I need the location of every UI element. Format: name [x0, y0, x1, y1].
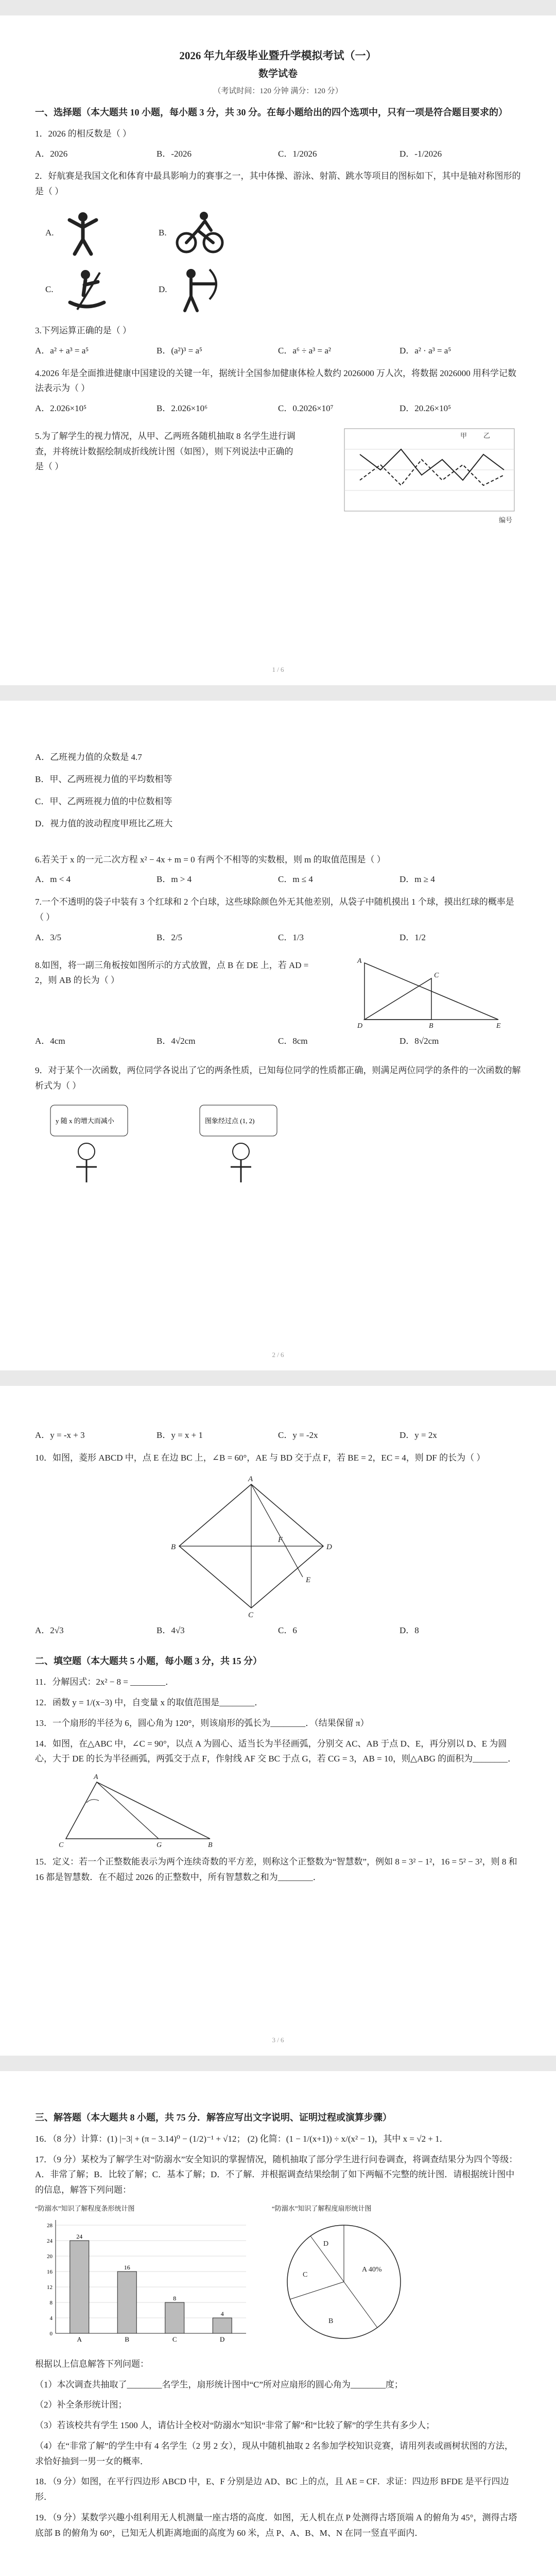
speech-bubble-right: 图象经过点 (1, 2) — [205, 1116, 255, 1125]
question-4-options — [35, 401, 521, 416]
svg-text:C: C — [248, 1611, 254, 1618]
question-10: 10．如图，菱形 ABCD 中，点 E 在边 BC 上，∠B = 60°，AE 与 BD 交于点 F，若 BE = 2，EC = 4，则 DF 的长为（ ） — [35, 1452, 485, 1463]
question-15: 15．定义：若一个正整数能表示为两个连续奇数的平方差，则称这个正整数为“智慧数”，例如 8 = 3² − 1²，16 = 5² − 3²，则 8 和 16 都是智慧数．在不超过 2026 的正整数中，所有智慧数之和为________． — [35, 1857, 517, 1882]
q17-part-4: （4）在“非常了解”的学生中有 4 名学生（2 男 2 女），现从中随机抽取 2 名参加学校知识竞赛，请用列表或画树状图的方法，求恰好抽到一男一女的概率． — [35, 2441, 513, 2466]
bar-D — [213, 2318, 232, 2333]
bar-value-label: 16 — [124, 2263, 130, 2271]
question-13: 13．一个扇形的半径为 6，圆心角为 120°，则该扇形的弧长为________．（结果保留 π） — [35, 1718, 369, 1728]
bar-value-label: 4 — [220, 2310, 224, 2317]
question-5-options — [35, 750, 521, 832]
svg-text:A: A — [357, 957, 362, 965]
option-label: C. — [45, 284, 54, 294]
q17-part-3: （3）若该校共有学生 1500 人，请估计全校对“防溺水”知识“非常了解”和“比较了解”的学生共有多少人； — [35, 2420, 435, 2431]
option-label: A. — [45, 227, 54, 238]
option-label: D. — [159, 284, 167, 294]
question-9-options — [35, 1428, 521, 1443]
bar-value-label: 24 — [76, 2232, 83, 2240]
option: C．8cm — [278, 1036, 308, 1046]
option: A．2.026×10⁵ — [35, 403, 87, 414]
y-tick-label: 20 — [47, 2253, 53, 2260]
question-4: 4.2026 年是全面推进健康中国建设的关键一年，据统计全国参加健康体检人数约 2026000 万人次，将数据 2026000 用科学记数法表示为（ ） — [35, 368, 516, 394]
pie-label-c: C — [303, 2270, 308, 2279]
option: A．2026 — [35, 148, 68, 159]
option-b — [159, 205, 272, 261]
question-3-options — [35, 344, 521, 359]
option: B．2.026×10⁶ — [157, 403, 208, 414]
svg-text:D: D — [326, 1543, 332, 1551]
page-number: 3 / 6 — [272, 2036, 284, 2044]
y-tick-label: 4 — [49, 2315, 53, 2321]
svg-text:A: A — [94, 1773, 98, 1782]
question-2: 2．好航赛是我国文化和体育中最具影响力的赛事之一，其中体操、游泳、射箭、跳水等项目的图标如下，其中是轴对称图形的是（ ） — [35, 171, 521, 197]
speech-bubble-left: y 随 x 的增大而减小 — [56, 1116, 114, 1125]
page-2 — [0, 701, 556, 1370]
option: D．1/2 — [399, 932, 426, 942]
page-number: 2 / 6 — [272, 1351, 284, 1359]
svg-text:G: G — [157, 1841, 162, 1850]
legend-yi: 乙 — [483, 431, 490, 439]
option: A．乙班视力值的众数是 4.7 — [35, 752, 142, 762]
question-5-row — [35, 423, 521, 527]
svg-text:B: B — [208, 1841, 213, 1850]
y-tick-label: 0 — [49, 2330, 53, 2337]
svg-text:E: E — [306, 1575, 311, 1584]
bar-C — [165, 2302, 184, 2333]
question-10-options — [35, 1623, 521, 1638]
question-8-row — [35, 953, 521, 1030]
option: C．1/2026 — [278, 148, 317, 159]
bar-A — [70, 2241, 89, 2333]
option-c — [45, 261, 159, 318]
option: C．0.2026×10⁷ — [278, 403, 334, 414]
question-5: 5.为了解学生的视力情况，从甲、乙两班各随机抽取 8 名学生进行调查，并将统计数据绘制成折线统计图（如图），则下列说法中正确的是（ ） — [35, 431, 296, 472]
question-11: 11．分解因式：2x² − 8 = ________． — [35, 1677, 175, 1687]
option: C．1/3 — [278, 932, 304, 942]
page-number: 1 / 6 — [272, 666, 284, 673]
option-a — [45, 205, 159, 261]
x-tick-label: D — [220, 2335, 225, 2343]
q14-triangle-figure — [56, 1772, 220, 1849]
option: C．甲、乙两班视力值的中位数相等 — [35, 796, 172, 806]
section-1-heading: 一、选择题（本大题共 10 小题，每小题 3 分，共 30 分。在每小题给出的四个选项中，只有一项是符合题目要求的） — [35, 107, 508, 117]
question-3: 3.下列运算正确的是（ ） — [35, 325, 131, 335]
svg-text:B: B — [429, 1022, 433, 1030]
page-1 — [0, 15, 556, 685]
option: B．2/5 — [157, 932, 183, 942]
option: A．y = -x + 3 — [35, 1430, 85, 1440]
x-tick-label: C — [172, 2335, 177, 2343]
cycling-icon — [175, 210, 224, 256]
question-16: 16．（8 分）计算：(1) |−3| + (π − 3.14)⁰ − (1/2)⁻¹ + √12； (2) 化简：(1 − 1/(x+1)) ÷ x/(x² − 1)，其中 x = √2 + 1． — [35, 2133, 448, 2144]
question-6-options — [35, 872, 521, 887]
option: D．20.26×10⁵ — [399, 403, 451, 414]
svg-text:A: A — [248, 1475, 253, 1483]
option: D．a² · a³ = a⁵ — [399, 345, 451, 355]
question-17: 17．（9 分）某校为了解学生对“防溺水”安全知识的掌握情况，随机抽取了部分学生进行问卷调查，将调查结果分为四个等级：A．非常了解；B．比较了解；C．基本了解；D．不了解．并根据调查结果绘制了如下两幅不完整的统计图．请根据统计图中的信息，解答下列问题： — [35, 2154, 518, 2195]
option: B．m > 4 — [157, 874, 192, 885]
question-6: 6.若关于 x 的一元二次方程 x² − 4x + m = 0 有两个不相等的实数根，则 m 的取值范围是（ ） — [35, 854, 386, 865]
option: A．a² + a³ = a⁵ — [35, 345, 89, 355]
question-12: 12．函数 y = 1/(x−3) 中，自变量 x 的取值范围是________． — [35, 1698, 264, 1708]
option: C．y = -2x — [278, 1430, 318, 1440]
x-tick-label: A — [77, 2335, 82, 2343]
svg-text:F: F — [278, 1535, 283, 1544]
page-3 — [0, 1386, 556, 2056]
q17-pie-chart — [272, 2215, 416, 2349]
question-1: 1．2026 的相反数是（ ） — [35, 128, 131, 139]
q17-bar-chart-block — [35, 2203, 251, 2351]
exam-meta: （考试时间：120 分钟 满分：120 分） — [213, 87, 343, 95]
q17-bar-chart — [35, 2215, 251, 2349]
q9-students-figure — [45, 1100, 334, 1188]
exam-title: 2026 年九年级毕业暨升学模拟考试（一） — [179, 49, 377, 62]
option-d — [159, 261, 272, 318]
q10-rhombus-figure — [169, 1474, 334, 1618]
y-tick-label: 16 — [47, 2268, 53, 2275]
question-18: 18．（9 分）如图，在平行四边形 ABCD 中，E、F 分别是边 AD、BC 上的点，且 AE = CF．求证：四边形 BFDE 是平行四边形． — [35, 2477, 509, 2502]
q17-bar-title: “防溺水”知识了解程度条形统计图 — [35, 2204, 135, 2212]
option: D．y = 2x — [399, 1430, 437, 1440]
question-7-options — [35, 930, 521, 945]
option: B．y = x + 1 — [157, 1430, 203, 1440]
option: D．视力值的波动程度甲班比乙班大 — [35, 818, 173, 828]
y-tick-label: 24 — [47, 2238, 53, 2244]
pie-label-d: D — [323, 2240, 329, 2248]
q17-charts — [35, 2203, 521, 2351]
question-8: 8.如图，将一副三角板按如图所示的方式放置，点 B 在 DE 上，若 AD = 2，则 AB 的长为（ ） — [35, 960, 309, 986]
option: C．m ≤ 4 — [278, 874, 313, 885]
pie-label-a: A 40% — [362, 2265, 382, 2274]
question-9: 9．对于某个一次函数，两位同学各说出了它的两条性质，已知每位同学的性质都正确，则满足两位同学的条件的一次函数的解析式为（ ） — [35, 1065, 521, 1091]
y-tick-label: 12 — [47, 2284, 53, 2291]
svg-text:C: C — [59, 1841, 64, 1850]
q8-triangle-figure — [354, 953, 509, 1030]
svg-text:B: B — [171, 1543, 176, 1551]
option: A．3/5 — [35, 932, 61, 942]
rowing-icon — [62, 266, 111, 313]
option: C．6 — [278, 1625, 297, 1635]
option: B．甲、乙两班视力值的平均数相等 — [35, 774, 172, 784]
bar-value-label: 8 — [173, 2294, 177, 2302]
q17-part-2: （2）补全条形统计图； — [35, 2400, 127, 2410]
option: B．(a²)³ = a⁵ — [157, 345, 202, 355]
y-tick-label: 28 — [47, 2222, 53, 2229]
option: C．a⁶ ÷ a³ = a² — [278, 345, 332, 355]
svg-text:D: D — [357, 1022, 363, 1030]
option-label: B. — [159, 227, 167, 238]
bar-B — [117, 2272, 136, 2333]
question-1-options — [35, 147, 521, 162]
svg-text:E: E — [496, 1022, 501, 1030]
option: B．4√3 — [157, 1625, 185, 1635]
option: D．m ≥ 4 — [399, 874, 435, 885]
q17-pie-chart-block — [272, 2203, 416, 2351]
option: B．-2026 — [157, 148, 192, 159]
question-2-figures — [45, 205, 282, 318]
section-3-heading: 三、解答题（本大题共 8 小题，共 75 分．解答应写出文字说明、证明过程或演算步骤） — [35, 2112, 392, 2123]
option: D．-1/2026 — [399, 148, 442, 159]
question-8-options — [35, 1034, 521, 1049]
x-tick-label: B — [125, 2335, 130, 2343]
archery-icon — [176, 266, 225, 313]
pie-label-b: B — [328, 2317, 334, 2325]
q17-part-1: （1）本次调查共抽取了________名学生，扇形统计图中“C”所对应扇形的圆心角为________度； — [35, 2379, 403, 2389]
option: B．4√2cm — [157, 1036, 196, 1046]
x-axis-label: 编号 — [498, 516, 512, 524]
page-4 — [0, 2071, 556, 2576]
exam-subject: 数学试卷 — [258, 69, 298, 79]
option: D．8√2cm — [399, 1036, 439, 1046]
question-19: 19．（9 分）某数学兴趣小组利用无人机测量一座古塔的高度．如图，无人机在点 P 处测得古塔顶端 A 的俯角为 45°，测得古塔底部 B 的俯角为 60°，已知无人机距离地面的高度为 60 米，点 P、A、B、M、N 在同一竖直平面内． — [35, 2512, 517, 2538]
q17-pie-title: “防溺水”知识了解程度扇形统计图 — [272, 2204, 372, 2212]
q5-line-chart — [329, 423, 521, 527]
legend-jia: 甲 — [460, 431, 467, 439]
question-7: 7.一个不透明的袋子中装有 3 个红球和 2 个白球，这些球除颜色外无其他差别，从袋子中随机摸出 1 个球，摸出红球的概率是（ ） — [35, 897, 514, 922]
section-2-heading: 二、填空题（本大题共 5 小题，每小题 3 分，共 15 分） — [35, 1655, 262, 1666]
q17-part-0: 根据以上信息解答下列问题： — [35, 2359, 149, 2369]
option: A．2√3 — [35, 1625, 64, 1635]
y-tick-label: 8 — [49, 2299, 53, 2306]
option: D．8 — [399, 1625, 419, 1635]
svg-text:C: C — [434, 971, 439, 979]
option: A．4cm — [35, 1036, 65, 1046]
gymnastics-icon — [62, 210, 103, 256]
option: A．m < 4 — [35, 874, 71, 885]
question-14: 14．如图，在△ABC 中，∠C = 90°，以点 A 为圆心、适当长为半径画弧，分别交 AC、AB 于点 D、E，再分别以 D、E 为圆心，大于 DE 的长为半径画弧，两弧交于点 F，作射线 AF 交 BC 于点 G，若 CG = 3，AB = 10，则△ABG 的面积为________． — [35, 1738, 517, 1764]
